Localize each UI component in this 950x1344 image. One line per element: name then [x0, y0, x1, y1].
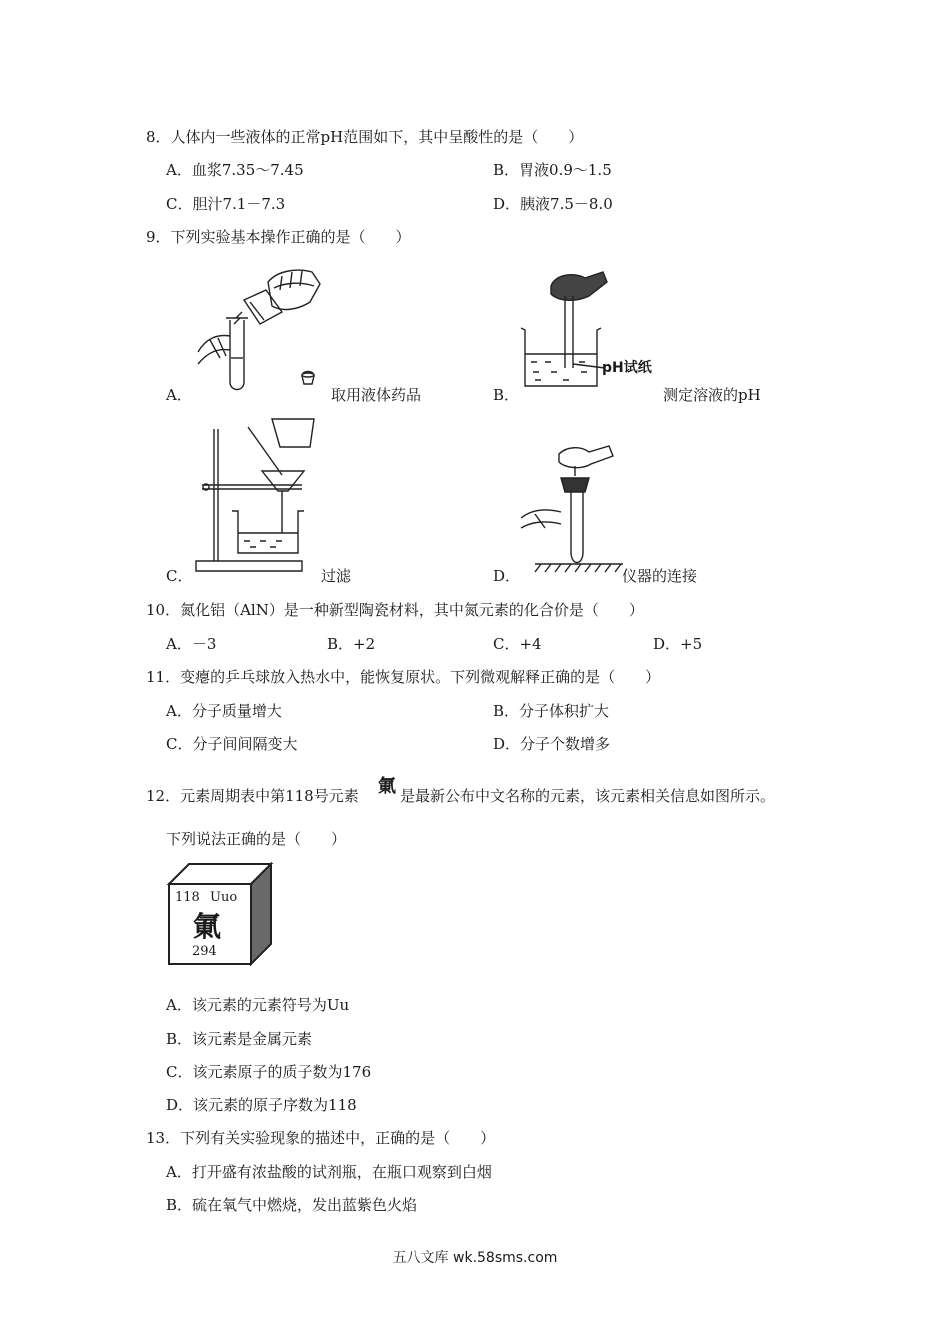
footer-watermark: 五八文库 wk.58sms.com: [392, 1250, 558, 1266]
element-symbol: Uuo: [210, 890, 238, 905]
q11-option-a: A．分子质量增大: [166, 702, 282, 720]
q11-option-c: C．分子间间隔变大: [166, 735, 298, 753]
q13-stem: 13．下列有关实验现象的描述中，正确的是（ ）: [146, 1129, 496, 1147]
q12-stem-line2: 下列说法正确的是（ ）: [166, 830, 347, 848]
q8-option-a: A．血浆7.35～7.45: [166, 161, 304, 179]
element-atomic-number: 118: [175, 890, 200, 905]
q9-option-b-letter: B．: [493, 386, 520, 404]
q12-option-b: B．该元素是金属元素: [166, 1030, 313, 1048]
q12-element-char: 氭: [378, 776, 396, 797]
q9-option-a-caption: 取用液体药品: [331, 386, 422, 404]
q13-option-a: A．打开盛有浓盐酸的试剂瓶，在瓶口观察到白烟: [166, 1163, 492, 1181]
q9-option-c-letter: C．: [166, 567, 193, 585]
q9-stem: 9．下列实验基本操作正确的是（ ）: [146, 228, 411, 246]
q9-option-b-caption: 测定溶液的pH: [663, 386, 761, 404]
q11-stem: 11．变瘪的乒乓球放入热水中，能恢复原状。下列微观解释正确的是（ ）: [146, 668, 661, 686]
q8-option-b: B．胃液0.9～1.5: [493, 161, 612, 179]
q12-option-c: C．该元素原子的质子数为176: [166, 1063, 372, 1081]
ph-paper-label: pH试纸: [602, 360, 652, 376]
q10-option-b: B．+2: [327, 635, 376, 653]
q12-stem-part2: 是最新公布中文名称的元素，该元素相关信息如图所示。: [400, 787, 776, 805]
q8-option-c: C．胆汁7.1－7.3: [166, 195, 286, 213]
figure-filtration: [192, 413, 322, 575]
q9-option-d-letter: D．: [493, 567, 521, 585]
q12-option-d: D．该元素的原子序数为118: [166, 1096, 357, 1114]
q10-option-d: D．+5: [653, 635, 703, 653]
element-name: 氭: [193, 910, 222, 943]
q9-option-c-caption: 过滤: [321, 567, 352, 585]
q11-option-d: D．分子个数增多: [493, 735, 611, 753]
element-card: [166, 860, 274, 966]
figure-ph-test: [515, 268, 665, 396]
q10-stem: 10．氮化铝（AlN）是一种新型陶瓷材料，其中氮元素的化合价是（ ）: [146, 601, 644, 619]
figure-pour-liquid: [190, 262, 330, 394]
figure-apparatus-connection: [515, 432, 625, 574]
q9-option-d-caption: 仪器的连接: [622, 567, 698, 585]
q11-option-b: B．分子体积扩大: [493, 702, 610, 720]
q12-stem-part1: 12．元素周期表中第118号元素: [146, 787, 359, 805]
q8-option-d: D．胰液7.5－8.0: [493, 195, 613, 213]
element-atomic-mass: 294: [192, 944, 217, 959]
q10-option-a: A．－3: [166, 635, 217, 653]
q13-option-b: B．硫在氧气中燃烧，发出蓝紫色火焰: [166, 1196, 418, 1214]
q12-option-a: A．该元素的元素符号为Uu: [166, 996, 350, 1014]
q8-stem: 8．人体内一些液体的正常pH范围如下，其中呈酸性的是（ ）: [146, 128, 584, 146]
q9-option-a-letter: A．: [166, 386, 192, 404]
q10-option-c: C．+4: [493, 635, 542, 653]
